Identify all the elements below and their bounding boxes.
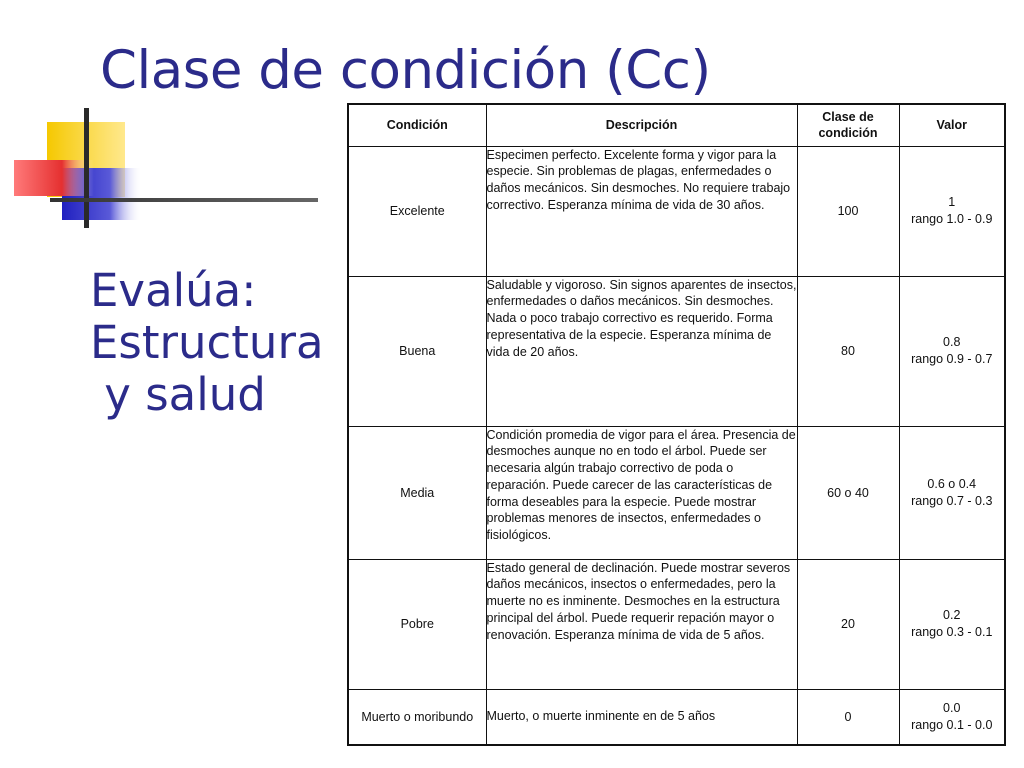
- range: rango 0.9 - 0.7: [911, 352, 993, 366]
- red-square: [14, 160, 94, 196]
- condition-cell: Muerto o moribundo: [348, 689, 486, 745]
- decorative-squares-graphic: [0, 0, 330, 240]
- class-cell: 80: [797, 276, 899, 426]
- value-cell: [899, 689, 1005, 745]
- header-clase-condicion: Clase de condición: [797, 104, 899, 146]
- description-cell: Muerto, o muerte inminente en de 5 años: [486, 689, 797, 745]
- value-cell: [899, 146, 1005, 276]
- header-condicion: Condición: [348, 104, 486, 146]
- condition-cell: Media: [348, 426, 486, 559]
- header-descripcion: Descripción: [486, 104, 797, 146]
- value: 0.0: [943, 700, 961, 715]
- table-row: [348, 276, 1005, 426]
- table-row: [348, 689, 1005, 745]
- table-row: [348, 559, 1005, 689]
- description-cell: Estado general de declinación. Puede mostrar severos daños mecánicos, insectos o enfermedades, pero la muerte no es inminente. Desmoches en la estructura principal del árbol. Puede requerir repación mayor o renovación. Esperanza mínima de vida de 5 años.: [486, 559, 797, 689]
- class-cell: 0: [797, 689, 899, 745]
- condition-cell: Pobre: [348, 559, 486, 689]
- slide-title: Clase de condición (Cc): [100, 40, 711, 101]
- header-valor: Valor: [899, 104, 1005, 146]
- value: 0.2: [943, 608, 961, 622]
- value: 1: [948, 195, 956, 209]
- description-cell: Condición promedia de vigor para el área. Presencia de desmoches aunque no en todo el árbol. Puede ser necesaria algún trabajo correctivo de poda o reparación. Puede carecer de las características de forma deseables para la especie. Puede mostrar problemas menores de insectos, enfermedades o fisiológicos.: [486, 426, 797, 559]
- range: rango 0.1 - 0.0: [911, 717, 993, 732]
- horizontal-line: [50, 198, 318, 202]
- evaluation-line: Estructura: [90, 316, 324, 369]
- evaluation-text: [90, 265, 324, 421]
- value-cell: [899, 559, 1005, 689]
- condition-class-table: [347, 103, 1006, 746]
- description-cell: Especimen perfecto. Excelente forma y vigor para la especie. Sin problemas de plagas, enfermedades o daños mecánicos. Sin desmoches. No requiere trabajo correctivo. Esperanza mínima de vida de 30 años.: [486, 146, 797, 276]
- value: 0.6 o 0.4: [927, 476, 977, 491]
- class-cell: 100: [797, 146, 899, 276]
- condition-cell: Excelente: [348, 146, 486, 276]
- range: rango 0.3 - 0.1: [911, 625, 993, 639]
- range: rango 1.0 - 0.9: [911, 212, 993, 226]
- class-cell: 20: [797, 559, 899, 689]
- description-cell: Saludable y vigoroso. Sin signos aparentes de insectos, enfermedades o daños mecánicos. Sin desmoches. Nada o poco trabajo correctivo es requerido. Forma representativa de la especie. Esperanza mínima de vida de 20 años.: [486, 276, 797, 426]
- table-row: [348, 426, 1005, 559]
- table-row: [348, 146, 1005, 276]
- value-cell: [899, 426, 1005, 559]
- vertical-line: [84, 108, 89, 228]
- value-cell: [899, 276, 1005, 426]
- evaluation-line: y salud: [90, 368, 266, 421]
- range: rango 0.7 - 0.3: [911, 493, 993, 508]
- value: 0.8: [943, 335, 961, 349]
- class-cell: 60 o 40: [797, 426, 899, 559]
- condition-cell: Buena: [348, 276, 486, 426]
- evaluation-line: Evalúa:: [90, 264, 257, 317]
